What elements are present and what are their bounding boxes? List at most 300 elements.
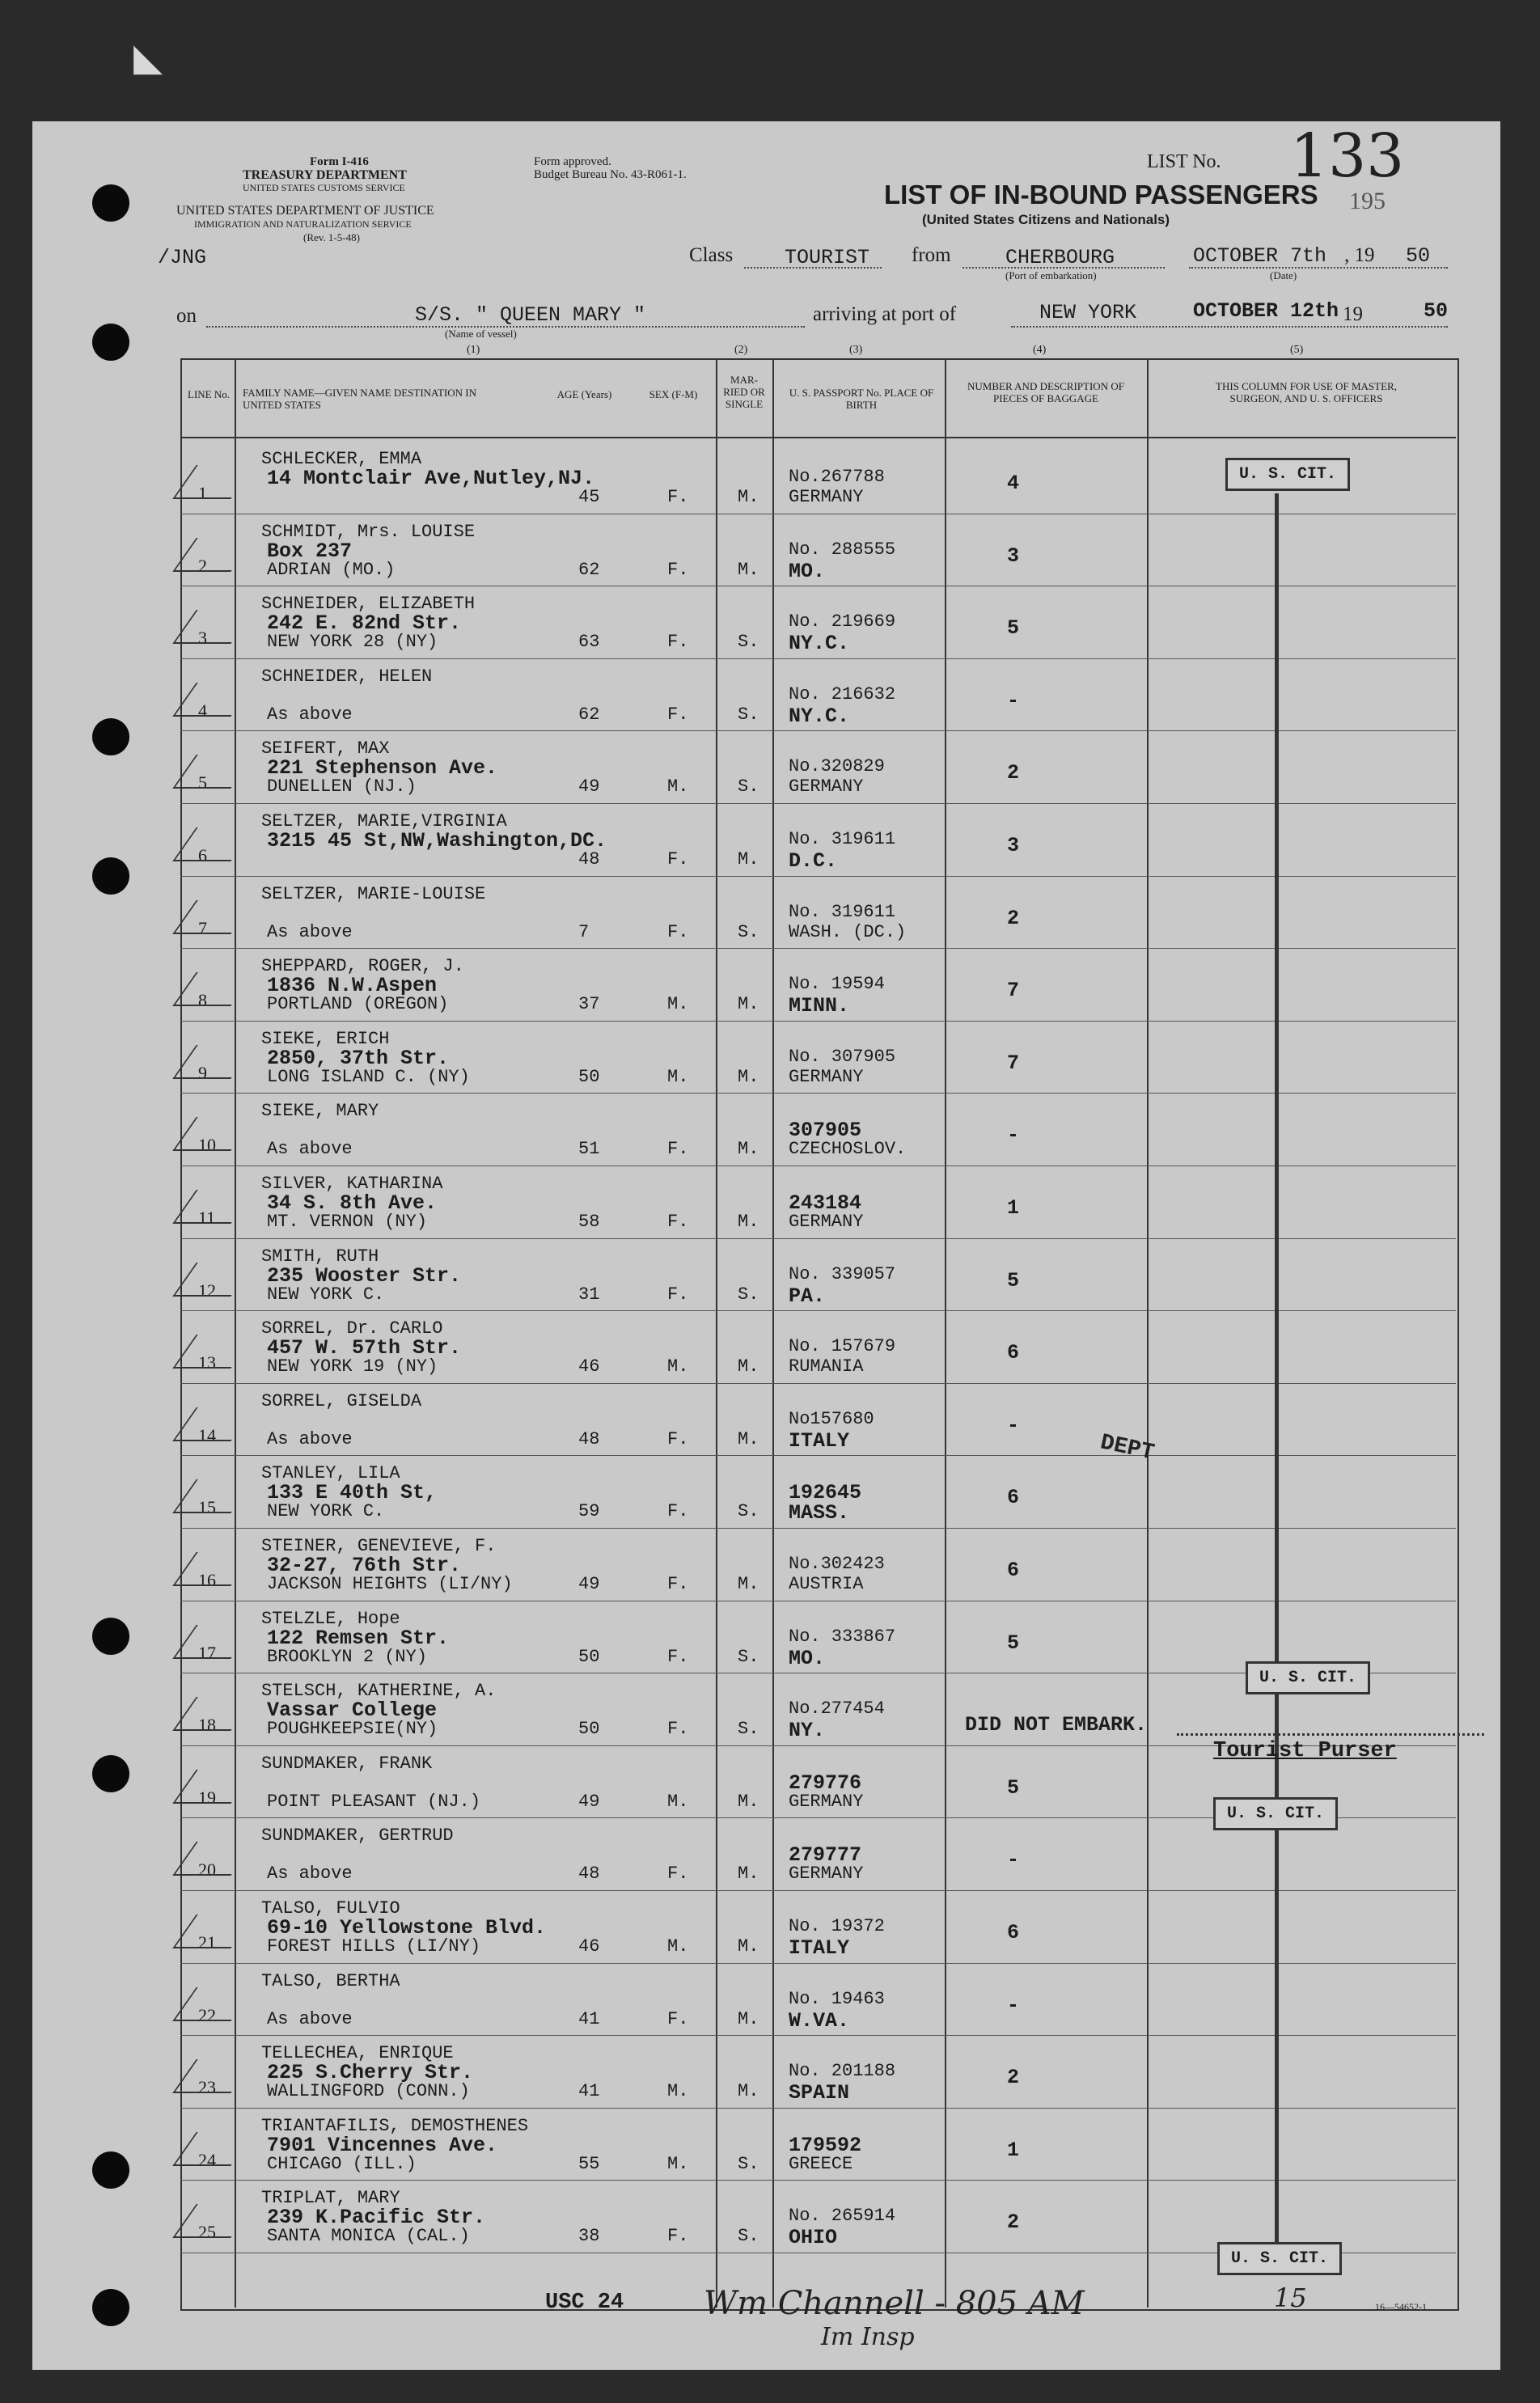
place-of-birth: SPAIN [789, 2081, 850, 2105]
col-number-3: (3) [849, 344, 863, 356]
row-line-number: 5 [198, 772, 207, 793]
passenger-sex: F. [667, 1284, 689, 1305]
passport-number: No. 19372 [789, 1916, 885, 1936]
row-line-number: 8 [198, 990, 207, 1011]
destination-line-2: NEW YORK 28 (NY) [267, 632, 438, 653]
destination-line-2: NEW YORK 19 (NY) [267, 1356, 438, 1377]
row-line-number: 17 [198, 1642, 216, 1663]
row-line-number: 13 [198, 1352, 216, 1373]
place-of-birth: RUMANIA [789, 1356, 864, 1377]
binder-hole [92, 718, 129, 755]
row-line-number: 9 [198, 1062, 207, 1083]
form-subtitle: (United States Citizens and Nationals) [922, 212, 1170, 227]
destination-line-1: 457 W. 57th Str. [267, 1336, 462, 1360]
baggage-count: 2 [1007, 761, 1020, 785]
marital-status: S. [738, 1646, 759, 1667]
passenger-name: SUNDMAKER, FRANK [261, 1753, 433, 1774]
passport-number: No.302423 [789, 1554, 885, 1574]
passenger-name: STELZLE, Hope [261, 1608, 400, 1629]
destination-line-1: 69-10 Yellowstone Blvd. [267, 1916, 547, 1940]
passenger-sex: M. [667, 1791, 689, 1812]
col-header-passport: U. S. PASSPORT No. PLACE OF BIRTH [789, 387, 934, 411]
place-of-birth: MINN. [789, 994, 850, 1018]
destination-line-2: ADRIAN (MO.) [267, 559, 396, 580]
marital-status: M. [738, 1936, 759, 1957]
row-line-number: 22 [198, 2004, 216, 2025]
passenger-age: 41 [578, 2008, 600, 2029]
place-of-birth: NY. [789, 1719, 826, 1743]
arriving-label: arriving at port of [813, 303, 957, 325]
arrival-date: OCTOBER 12th [1193, 299, 1339, 323]
passenger-age: 46 [578, 1356, 600, 1377]
row-line-number: 1 [198, 483, 207, 503]
passenger-sex: F. [667, 704, 689, 725]
binder-hole [92, 1755, 129, 1792]
passenger-sex: F. [667, 2008, 689, 2029]
col-number-2: (2) [734, 344, 748, 356]
marital-status: M. [738, 1212, 759, 1232]
vessel-sub: (Name of vessel) [445, 328, 517, 340]
passenger-sex: M. [667, 2153, 689, 2174]
arrival-port: NEW YORK [1039, 301, 1137, 324]
passenger-sex: F. [667, 1864, 689, 1885]
row-line-number: 7 [198, 917, 207, 938]
passenger-sex: F. [667, 1501, 689, 1522]
passenger-name: SEIFERT, MAX [261, 738, 390, 759]
ins-service: IMMIGRATION AND NATURALIZATION SERVICE [194, 218, 412, 230]
destination-line-2: NEW YORK C. [267, 1284, 385, 1305]
clerk-initials: /JNG [158, 246, 207, 269]
passenger-name: SIEKE, MARY [261, 1101, 379, 1122]
marital-status: S. [738, 632, 759, 653]
marital-status: S. [738, 1719, 759, 1740]
passenger-name: SORREL, GISELDA [261, 1390, 422, 1411]
binder-hole [92, 324, 129, 361]
list-no-label: LIST No. [1147, 151, 1221, 172]
destination-line-1: Vassar College [267, 1699, 438, 1723]
col-number-5: (5) [1290, 344, 1304, 356]
passenger-age: 48 [578, 849, 600, 869]
form-number: Form I-416 [310, 155, 369, 168]
destination-line-2: As above [267, 1428, 353, 1449]
baggage-count: 7 [1007, 979, 1020, 1003]
passenger-sex: F. [667, 1574, 689, 1594]
place-of-birth: ITALY [789, 1428, 850, 1453]
passenger-age: 62 [578, 704, 600, 725]
passport-number: 307905 [789, 1119, 862, 1143]
paper-corner: ◣ [133, 33, 163, 88]
arrival-year: 50 [1424, 299, 1449, 323]
passenger-name: SELTZER, MARIE-LOUISE [261, 883, 486, 904]
place-of-birth: MASS. [789, 1501, 850, 1525]
destination-line-1: Box 237 [267, 539, 353, 563]
binder-hole [92, 1618, 129, 1655]
row-line-number: 21 [198, 1932, 216, 1952]
passenger-age: 55 [578, 2153, 600, 2174]
passenger-name: SUNDMAKER, GERTRUD [261, 1826, 454, 1847]
marital-status: M. [738, 994, 759, 1015]
destination-line-2: POUGHKEEPSIE(NY) [267, 1719, 438, 1740]
destination-line-1: 225 S.Cherry Str. [267, 2061, 474, 2085]
destination-line-2: As above [267, 1864, 353, 1885]
row-line-number: 18 [198, 1715, 216, 1736]
row-line-number: 4 [198, 700, 207, 721]
passport-number: No.267788 [789, 467, 885, 487]
page-mark: 15 [1274, 2282, 1307, 2313]
place-of-birth: GERMANY [789, 1864, 864, 1885]
marital-status: M. [738, 2008, 759, 2029]
passenger-sex: M. [667, 994, 689, 1015]
passenger-name: SELTZER, MARIE,VIRGINIA [261, 811, 507, 831]
baggage-count: - [1007, 1123, 1020, 1148]
passenger-name: STANLEY, LILA [261, 1463, 400, 1484]
destination-line-1: 32-27, 76th Str. [267, 1554, 462, 1577]
marital-status: S. [738, 921, 759, 942]
place-of-birth: GREECE [789, 2153, 853, 2174]
passport-number: No. 307905 [789, 1046, 896, 1067]
row-line-number: 11 [198, 1208, 216, 1228]
passport-number: No. 319611 [789, 829, 896, 849]
us-citizen-stamp: U. S. CIT. [1225, 458, 1350, 491]
baggage-count: 5 [1007, 1775, 1020, 1800]
binder-hole [92, 2289, 129, 2326]
on-label: on [176, 305, 197, 327]
passenger-sex: F. [667, 1428, 689, 1449]
passport-number: No. 19594 [789, 974, 885, 995]
passenger-name: STELSCH, KATHERINE, A. [261, 1681, 497, 1702]
destination-line-1: 239 K.Pacific Str. [267, 2206, 486, 2230]
destination-line-2: CHICAGO (ILL.) [267, 2153, 417, 2174]
marital-status: M. [738, 2081, 759, 2102]
baggage-count: - [1007, 1413, 1020, 1437]
destination-line-2: LONG ISLAND C. (NY) [267, 1066, 470, 1087]
place-of-birth: PA. [789, 1284, 826, 1308]
passenger-age: 38 [578, 2226, 600, 2247]
passenger-name: SCHMIDT, Mrs. LOUISE [261, 521, 476, 542]
passenger-age: 41 [578, 2081, 600, 2102]
marital-status: M. [738, 487, 759, 507]
passenger-age: 46 [578, 1936, 600, 1957]
place-of-birth: OHIO [789, 2226, 838, 2250]
list-no-handwritten: 133 [1290, 121, 1405, 191]
marital-status: M. [738, 1428, 759, 1449]
customs-service: UNITED STATES CUSTOMS SERVICE [243, 182, 405, 193]
embarkation-port: CHERBOURG [1005, 246, 1115, 269]
passenger-age: 49 [578, 776, 600, 797]
date-prefix: , 19 [1344, 244, 1375, 266]
destination-line-2: As above [267, 1139, 353, 1160]
baggage-count: 5 [1007, 1268, 1020, 1292]
arrival-year-prefix: 19 [1343, 303, 1363, 325]
row-line-number: 2 [198, 555, 207, 576]
revision: (Rev. 1-5-48) [303, 231, 360, 243]
row-line-number: 6 [198, 845, 207, 865]
baggage-count: 2 [1007, 906, 1020, 930]
passenger-sex: F. [667, 632, 689, 653]
passenger-name: SIEKE, ERICH [261, 1028, 390, 1049]
passenger-sex: F. [667, 1139, 689, 1160]
destination-line-2: MT. VERNON (NY) [267, 1212, 428, 1232]
destination-line-1: 34 S. 8th Ave. [267, 1191, 438, 1215]
passenger-sex: F. [667, 1646, 689, 1667]
destination-line-2: SANTA MONICA (CAL.) [267, 2226, 470, 2247]
passenger-age: 50 [578, 1066, 600, 1087]
us-citizen-stamp: U. S. CIT. [1217, 2242, 1342, 2275]
destination-line-1: 242 E. 82nd Str. [267, 611, 462, 636]
passenger-age: 62 [578, 559, 600, 580]
us-citizen-stamp: U. S. CIT. [1246, 1661, 1370, 1694]
destination-line-1: 133 E 40th St, [267, 1481, 438, 1505]
destination-line-1: 7901 Vincennes Ave. [267, 2133, 498, 2157]
passport-number: No. 339057 [789, 1263, 896, 1284]
passenger-sex: F. [667, 849, 689, 869]
baggage-count: - [1007, 1848, 1020, 1872]
col-header-baggage: NUMBER AND DESCRIPTION OF PIECES OF BAGGAGE [967, 380, 1124, 404]
baggage-count: 1 [1007, 1196, 1020, 1220]
marital-status: M. [738, 849, 759, 869]
destination-line-2: BROOKLYN 2 (NY) [267, 1646, 428, 1667]
passenger-age: 50 [578, 1719, 600, 1740]
passenger-name: SCHNEIDER, ELIZABETH [261, 594, 476, 615]
passenger-name: TALSO, FULVIO [261, 1898, 400, 1919]
place-of-birth: W.VA. [789, 2008, 850, 2033]
marital-status: M. [738, 1066, 759, 1087]
list-no-sub: 195 [1349, 188, 1386, 214]
row-line-number: 14 [198, 1424, 216, 1445]
usc-code: USC 24 [545, 2291, 624, 2315]
place-of-birth: AUSTRIA [789, 1574, 864, 1594]
baggage-count: 6 [1007, 1341, 1020, 1365]
class-label: Class [689, 244, 734, 266]
row-line-number: 16 [198, 1570, 216, 1590]
destination-line-2: JACKSON HEIGHTS (LI/NY) [267, 1574, 513, 1594]
destination-line-2: WALLINGFORD (CONN.) [267, 2081, 470, 2102]
passport-number: No. 157679 [789, 1336, 896, 1357]
row-line-number: 20 [198, 1859, 216, 1881]
col-header-age: AGE (Years) [556, 388, 612, 400]
place-of-birth: GERMANY [789, 1791, 864, 1812]
passenger-age: 37 [578, 994, 600, 1015]
budget-bureau: Budget Bureau No. 43-R061-1. [534, 168, 687, 181]
marital-status: M. [738, 1356, 759, 1377]
passenger-sex: M. [667, 776, 689, 797]
row-line-number: 3 [198, 628, 207, 649]
marital-status: S. [738, 704, 759, 725]
binder-hole [92, 184, 129, 222]
passport-number: No. 219669 [789, 611, 896, 632]
marital-status: M. [738, 1139, 759, 1160]
place-of-birth: ITALY [789, 1936, 850, 1960]
passenger-sex: F. [667, 921, 689, 942]
baggage-count: 1 [1007, 2138, 1020, 2162]
treasury-dept: TREASURY DEPARTMENT [243, 168, 407, 182]
form-approved: Form approved. [534, 155, 611, 168]
passenger-age: 49 [578, 1574, 600, 1594]
passenger-name: TALSO, BERTHA [261, 1970, 400, 1991]
row-line-number: 24 [198, 2149, 216, 2170]
inspector-title: Im Insp [821, 2323, 915, 2351]
baggage-count: 5 [1007, 1631, 1020, 1655]
passenger-sex: F. [667, 1719, 689, 1740]
baggage-count: 6 [1007, 1921, 1020, 1944]
destination-line-2: As above [267, 921, 353, 942]
passenger-age: 58 [578, 1212, 600, 1232]
place-of-birth: GERMANY [789, 776, 864, 797]
did-not-embark: DID NOT EMBARK. [965, 1713, 1148, 1737]
passport-number: 279777 [789, 1843, 862, 1868]
passenger-age: 48 [578, 1864, 600, 1885]
destination-line-2: As above [267, 2008, 353, 2029]
passenger-sex: M. [667, 1356, 689, 1377]
passport-number: 192645 [789, 1481, 862, 1505]
place-of-birth: GERMANY [789, 1066, 864, 1087]
destination-line-1: 14 Montclair Ave,Nutley,NJ. [267, 467, 595, 490]
row-line-number: 12 [198, 1280, 216, 1301]
passenger-name: SILVER, KATHARINA [261, 1174, 443, 1194]
baggage-count: 2 [1007, 2066, 1020, 2090]
marital-status: M. [738, 1791, 759, 1812]
passport-number: No. 319611 [789, 901, 896, 922]
tourist-purser: Tourist Purser [1213, 1739, 1397, 1763]
passport-number: No. 288555 [789, 539, 896, 560]
destination-line-2: NEW YORK C. [267, 1501, 385, 1522]
passenger-sex: M. [667, 1936, 689, 1957]
passport-number: No. 265914 [789, 2206, 896, 2227]
place-of-birth: GERMANY [789, 1212, 864, 1232]
place-of-birth: MO. [789, 1646, 826, 1670]
passport-number: No.277454 [789, 1699, 885, 1720]
justice-dept: UNITED STATES DEPARTMENT OF JUSTICE [176, 204, 434, 218]
col-header-sex: SEX (F-M) [649, 388, 698, 400]
embarkation-year: 50 [1406, 244, 1431, 268]
class-value: TOURIST [785, 246, 870, 269]
place-of-birth: GERMANY [789, 487, 864, 507]
passenger-age: 31 [578, 1284, 600, 1305]
passenger-name: STEINER, GENEVIEVE, F. [261, 1536, 497, 1556]
passenger-name: TRIANTAFILIS, DEMOSTHENES [261, 2115, 529, 2136]
col-header-officers: THIS COLUMN FOR USE OF MASTER, SURGEON, AND U. S. OFFICERS [1216, 380, 1397, 404]
passenger-name: SORREL, Dr. CARLO [261, 1318, 443, 1339]
baggage-count: 7 [1007, 1051, 1020, 1075]
destination-line-2: DUNELLEN (NJ.) [267, 776, 417, 797]
print-code: 16—54652-1 [1375, 2301, 1427, 2312]
place-of-birth: WASH. (DC.) [789, 921, 907, 942]
marital-status: S. [738, 776, 759, 797]
binder-hole [92, 2151, 129, 2189]
embarkation-sub: (Port of embarkation) [1005, 269, 1097, 281]
place-of-birth: MO. [789, 559, 826, 583]
passport-number: No. 19463 [789, 1988, 885, 2009]
col-header-married: MAR-RIED OR SINGLE [723, 374, 765, 410]
place-of-birth: NY.C. [789, 704, 850, 728]
baggage-count: 4 [1007, 472, 1020, 495]
baggage-count: 3 [1007, 834, 1020, 857]
destination-line-2: POINT PLEASANT (NJ.) [267, 1791, 481, 1812]
passenger-name: TRIPLAT, MARY [261, 2188, 400, 2209]
destination-line-1: 235 Wooster Str. [267, 1263, 462, 1288]
passenger-sex: M. [667, 1066, 689, 1087]
passenger-name: TELLECHEA, ENRIQUE [261, 2043, 454, 2064]
destination-line-2: PORTLAND (OREGON) [267, 994, 449, 1015]
destination-line-1: 3215 45 St,NW,Washington,DC. [267, 829, 607, 852]
marital-status: S. [738, 2153, 759, 2174]
passport-number: 279776 [789, 1771, 862, 1795]
passport-number: 243184 [789, 1191, 862, 1215]
col-number-1: (1) [467, 344, 480, 356]
row-line-number: 19 [198, 1787, 216, 1808]
binder-hole [92, 857, 129, 895]
passenger-sex: M. [667, 2081, 689, 2102]
col-number-4: (4) [1033, 344, 1047, 356]
vessel-name: S/S. " QUEEN MARY " [415, 303, 646, 327]
passenger-age: 49 [578, 1791, 600, 1812]
passenger-sex: F. [667, 559, 689, 580]
row-line-number: 23 [198, 2077, 216, 2098]
passenger-age: 50 [578, 1646, 600, 1667]
us-citizen-stamp: U. S. CIT. [1213, 1797, 1338, 1830]
passenger-sex: F. [667, 1212, 689, 1232]
passenger-age: 63 [578, 632, 600, 653]
passport-number: No. 201188 [789, 2061, 896, 2082]
passenger-age: 59 [578, 1501, 600, 1522]
marital-status: M. [738, 1864, 759, 1885]
citizen-bracket-line [1275, 493, 1279, 2257]
marital-status: S. [738, 1284, 759, 1305]
baggage-count: 3 [1007, 544, 1020, 568]
place-of-birth: D.C. [789, 849, 838, 873]
passport-number: No.320829 [789, 756, 885, 777]
row-line-number: 10 [198, 1135, 216, 1156]
destination-line-2: As above [267, 704, 353, 725]
passenger-sex: F. [667, 2226, 689, 2247]
destination-line-1: 122 Remsen Str. [267, 1626, 450, 1650]
destination-line-1: 2850, 37th Str. [267, 1046, 450, 1070]
destination-line-2: FOREST HILLS (LI/NY) [267, 1936, 481, 1957]
passenger-age: 48 [578, 1428, 600, 1449]
destination-line-1: 1836 N.W.Aspen [267, 974, 438, 998]
passport-number: No. 216632 [789, 683, 896, 704]
date-sub: (Date) [1270, 269, 1297, 281]
passenger-age: 45 [578, 487, 600, 507]
marital-status: M. [738, 1574, 759, 1594]
baggage-count: 6 [1007, 1559, 1020, 1582]
inspector-signature: Wm Channell - 805 AM [704, 2285, 1085, 2322]
embarkation-date: OCTOBER 7th [1193, 244, 1327, 268]
passenger-age: 51 [578, 1139, 600, 1160]
passenger-age: 7 [578, 921, 590, 942]
from-label: from [912, 244, 951, 266]
col-header-line: LINE No. [188, 388, 230, 400]
row-line-number: 25 [198, 2222, 216, 2243]
baggage-count: - [1007, 1993, 1020, 2017]
baggage-count: 5 [1007, 616, 1020, 641]
baggage-count: - [1007, 688, 1020, 713]
passport-number: 179592 [789, 2133, 862, 2157]
passenger-name: SCHNEIDER, HELEN [261, 666, 433, 687]
baggage-count: 2 [1007, 2211, 1020, 2235]
passport-number: No. 333867 [789, 1626, 896, 1647]
place-of-birth: NY.C. [789, 632, 850, 656]
destination-line-1: 221 Stephenson Ave. [267, 756, 498, 781]
col-header-name: FAMILY NAME—GIVEN NAME DESTINATION IN UNITED STATES [243, 387, 477, 411]
passenger-name: SCHLECKER, EMMA [261, 449, 422, 469]
form-title: LIST OF IN-BOUND PASSENGERS [884, 180, 1318, 209]
row-line-number: 15 [198, 1497, 216, 1518]
marital-status: M. [738, 559, 759, 580]
passenger-sex: F. [667, 487, 689, 507]
dept-stamp: DEPT [1098, 1430, 1157, 1466]
place-of-birth: CZECHOSLOV. [789, 1139, 907, 1160]
